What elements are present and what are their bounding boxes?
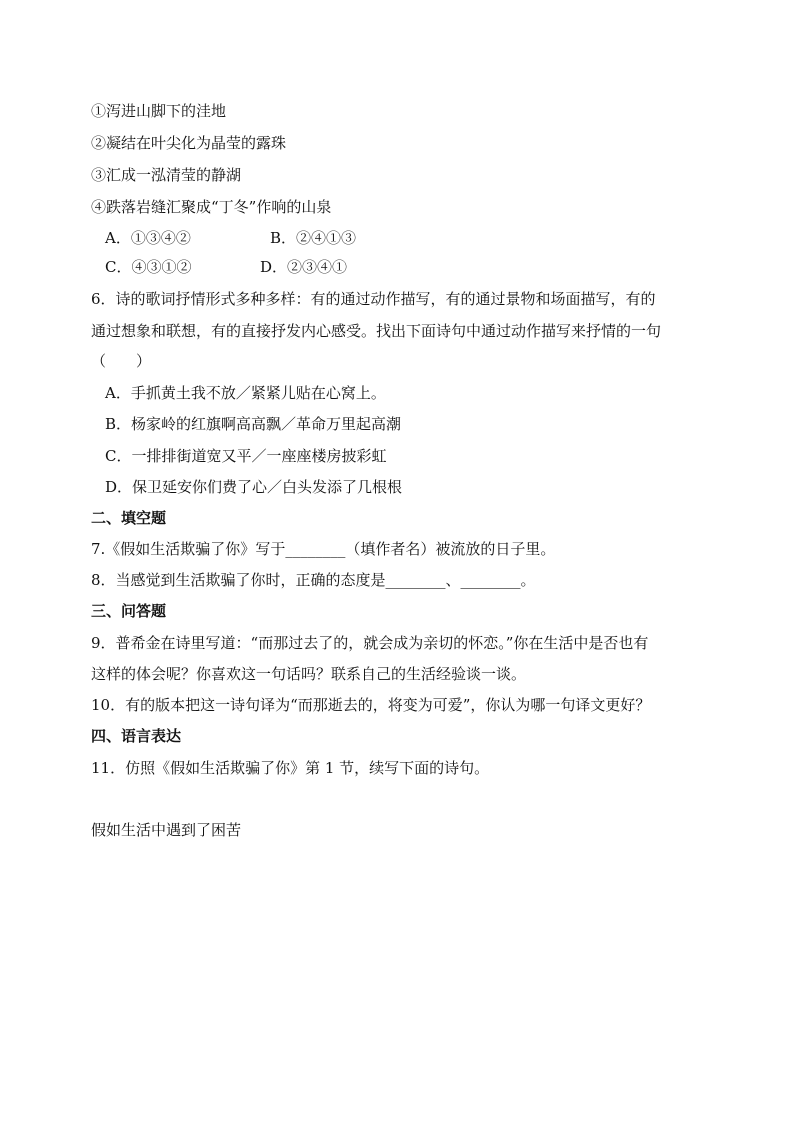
q7-text: 7.《假如生活欺骗了你》写于________（填作者名）被流放的日子里。 [91,540,556,558]
q6-choice-b: B．杨家岭的红旗啊高高飘／革命万里起高潮 [105,415,402,433]
option-item-4: ④跌落岩缝汇聚成“丁冬”作响的山泉 [91,198,332,216]
q6-choice-d: D．保卫延安你们费了心／白头发添了几根根 [105,478,403,496]
q11-text: 11．仿照《假如生活欺骗了你》第 1 节，续写下面的诗句。 [91,759,490,777]
option-item-2: ②凝结在叶尖化为晶莹的露珠 [91,134,287,152]
q6-stem-line-1: 6．诗的歌词抒情形式多种多样：有的通过动作描写，有的通过景物和场面描写，有的 [91,290,656,308]
q6-stem-line-2: 通过想象和联想，有的直接抒发内心感受。找出下面诗句中通过动作描写来抒情的一句 [91,322,662,340]
option-item-3: ③汇成一泓清莹的静湖 [91,166,242,184]
q9-line-1: 9．普希金在诗里写道：“而那过去了的，就会成为亲切的怀恋。”你在生活中是否也有 [91,634,649,652]
q5-choice-c: C．④③①② [105,258,192,276]
poem-start-line: 假如生活中遇到了困苦 [91,821,242,839]
section-heading-fill-blank: 二、填空题 [91,509,167,527]
section-heading-qa: 三、问答题 [91,602,167,620]
q8-text: 8．当感觉到生活欺骗了你时，正确的态度是________、________。 [91,571,536,589]
q6-choice-a: A．手抓黄土我不放／紧紧儿贴在心窝上。 [105,384,386,402]
q5-choice-d: D．②③④① [260,258,348,276]
q6-answer-paren: （ ） [91,352,152,370]
option-item-1: ①泻进山脚下的洼地 [91,102,227,120]
q10-text: 10．有的版本把这一诗句译为“而那逝去的，将变为可爱”，你认为哪一句译文更好？ [91,696,651,714]
q9-line-2: 这样的体会呢？你喜欢这一句话吗？联系自己的生活经验谈一谈。 [91,665,527,683]
section-heading-expression: 四、语言表达 [91,727,182,745]
q5-choice-a: A．①③④② [105,229,191,247]
q5-choice-b: B．②④①③ [270,229,357,247]
q6-choice-c: C．一排排街道宽又平／一座座楼房披彩虹 [105,447,387,465]
